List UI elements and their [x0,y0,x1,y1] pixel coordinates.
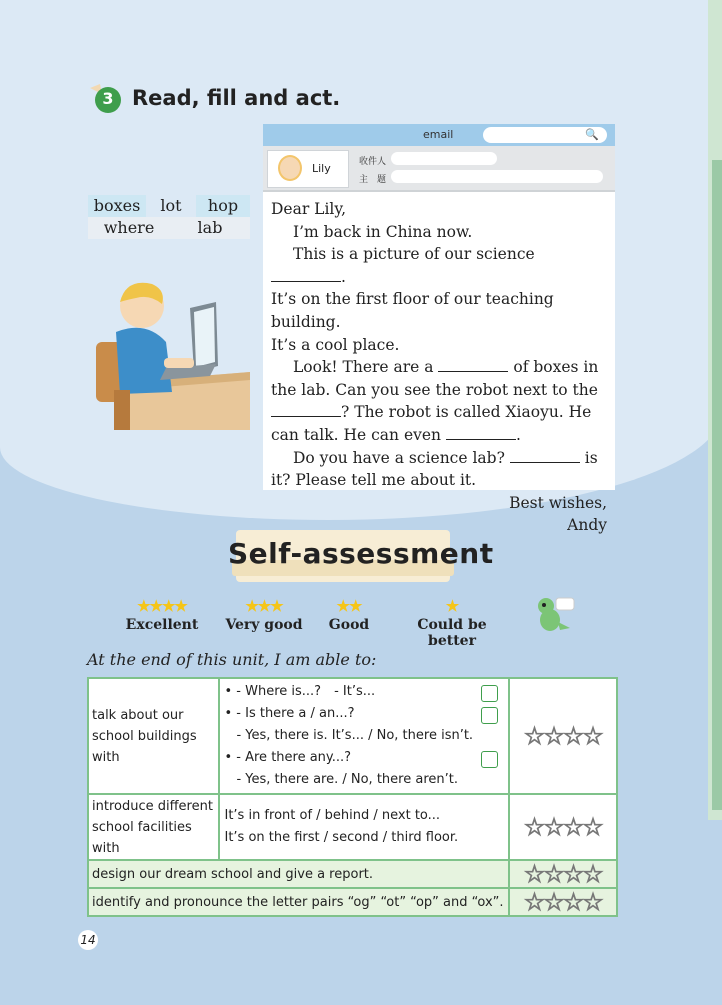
letter-line: can talk. He can even . [271,425,521,444]
star-icon: ★ [445,597,459,615]
examples-cell [219,678,508,794]
list-item: • - Where is...? - It’s... [220,681,507,703]
subject-field[interactable] [391,170,603,183]
avatar [278,155,302,181]
word-boxes: boxes [88,195,146,217]
rating-very-good: ★★★ Very good [225,597,303,633]
checkbox[interactable] [481,685,498,702]
letter-line: Do you have a science lab? is [293,448,598,467]
assessment-table [87,677,618,917]
activity-title: Read, fill and act. [132,86,341,110]
letter-line: It’s a cool place. [271,335,400,354]
star-icon: ★★★ [245,597,283,615]
star-rating-input[interactable]: ☆☆☆☆ [509,794,617,860]
word-where: where [88,217,170,239]
word-hop: hop [196,195,250,217]
rating-excellent: ★★★★ Excellent [122,598,202,633]
email-titlebar [263,124,615,146]
dinosaur-icon [530,594,576,634]
skill-cell: talk about our school buildings with [88,678,219,794]
skill-cell: introduce different school facilities with [88,794,219,860]
rating-good: ★★ Good [322,598,376,633]
skill-cell: identify and pronounce the letter pairs “og” “ot” “op” and “ox”. [88,888,509,916]
letter-line: It’s on the first floor of our teaching building. [271,290,554,331]
letter-body [263,192,615,537]
boy-at-computer-illustration [86,272,250,432]
rating-could-be-better: ★ Could be better [394,598,510,649]
search-icon[interactable]: 🔍 [585,128,599,141]
table-row [88,888,617,916]
email-search-field[interactable] [483,127,607,143]
section-title: Self-assessment [228,537,494,570]
checkbox[interactable] [481,707,498,724]
closing: Best wishes, [509,493,607,512]
letter-line: Look! There are a of boxes in [293,358,599,377]
list-item: • - Is there a / an...? - Yes, there is. It’s... / No, there isn’t. [220,703,507,747]
table-row [88,794,617,860]
to-field[interactable] [391,152,497,165]
skill-cell: design our dream school and give a report. [88,860,509,888]
subject-label: 主 题 [359,175,387,185]
examples-cell: It’s in front of / behind / next to... It’s on the first / second / third floor. [219,794,508,860]
word-lot: lot [160,196,182,215]
blank[interactable] [446,425,516,440]
table-row [88,678,617,794]
to-label: 收件人 [359,157,387,167]
blank[interactable] [438,357,508,372]
letter-line: the lab. Can you see the robot next to the [271,380,598,399]
blank[interactable] [271,267,341,282]
star-icon: ★★ [336,597,362,615]
signature: Andy [567,516,607,535]
email-window [263,124,615,535]
word-bank [88,195,250,239]
email-header [263,146,615,192]
letter-line: ? The robot is called Xiaoyu. He [271,401,607,424]
letter-line: I’m back in China now. [293,222,473,241]
page-edge-tab [712,160,722,810]
unit-intro: At the end of this unit, I am able to: [87,650,377,669]
sender-name: Lily [312,162,331,175]
list-item: • - Are there any...? - Yes, there are. / No, there aren’t. [220,747,507,791]
star-rating-input[interactable]: ☆☆☆☆ [509,678,617,794]
letter-line: This is a picture of our science . [271,243,607,288]
table-row [88,860,617,888]
sender-card [267,150,349,188]
email-label: email [423,128,454,141]
greeting: Dear Lily, [271,200,347,218]
blank[interactable] [271,402,341,417]
star-rating-input[interactable]: ☆☆☆☆ [509,888,617,916]
word-lab: lab [170,217,250,239]
star-icon: ★★★★ [137,597,187,615]
checkbox[interactable] [481,751,498,768]
activity-number: 3 [97,88,119,110]
blank[interactable] [510,448,580,463]
page-number: 14 [78,930,98,950]
letter-line: it? Please tell me about it. [271,471,477,490]
star-rating-input[interactable]: ☆☆☆☆ [509,860,617,888]
